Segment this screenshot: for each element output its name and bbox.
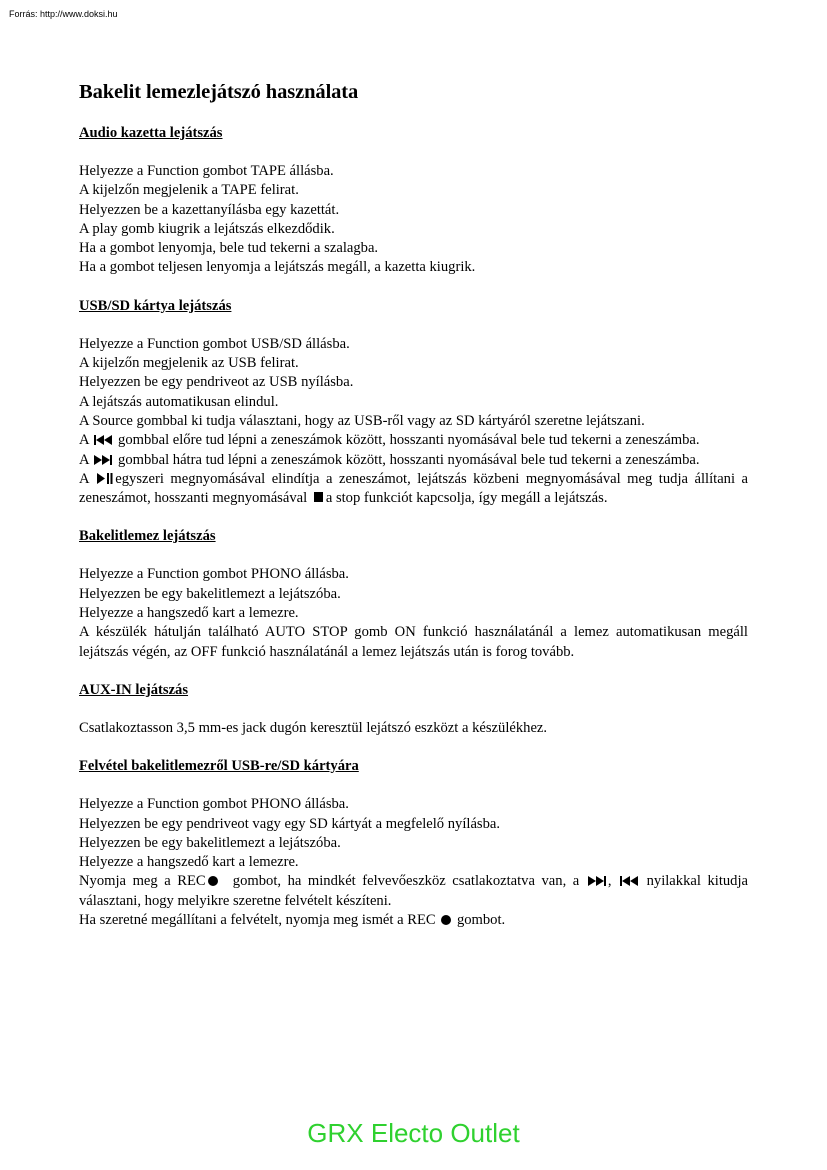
section-heading-record: Felvétel bakelitlemezről USB-re/SD kártyára [79,758,359,775]
usb-play-paragraph: A egyszeri megnyomásával elindítja a zeneszámot, lejátszás közbeni megnyomásával meg tudja állítani a zeneszámot, hosszanti megnyomásával a stop funkciót kapcsolja, így megáll a lejátszás. [79,470,748,507]
section-tape [79,124,748,278]
tape-line: Helyezze a Function gombot TAPE állásba. [79,163,334,179]
tape-line: Ha a gombot teljesen lenyomja a lejátszás megáll, a kazetta kiugrik. [79,259,476,276]
prev-track-icon [94,435,112,445]
section-aux [79,681,748,738]
phono-line: Helyezze a hangszedő kart a lemezre. [79,605,299,622]
record-dot-icon [208,876,218,886]
record-rec-paragraph: Nyomja meg a REC gombot, ha mindkét felvevőeszköz csatlakoztatva van, a , nyilakkal kitudja választani, hogy melyikre szeretne felvételt készíteni. [79,873,749,909]
section-heading-aux: AUX-IN lejátszás [79,681,189,698]
next-track-icon [94,455,112,465]
section-heading-usb: USB/SD kártya lejátszás [79,297,232,314]
tape-line: Helyezzen be a kazettanyílásba egy kazettát. [79,201,340,218]
section-record [79,757,748,930]
tape-line: Ha a gombot lenyomja, bele tud tekerni a szalagba. [79,240,379,257]
usb-prev-paragraph: A gombbal előre tud lépni a zeneszámok között, hosszanti nyomásával bele tud tekerni a zeneszámba. [79,432,700,449]
page-title: Bakelit lemezlejátszó használata [79,81,359,103]
usb-line: A Source gombbal ki tudja választani, hogy az USB-ről vagy az SD kártyáról szeretne lejátszani. [79,412,645,429]
phono-line: Helyezzen be egy bakelitlemezt a lejátszóba. [79,585,341,602]
section-heading-tape: Audio kazetta lejátszás [79,125,223,141]
source-line: Forrás: http://www.doksi.hu [9,9,118,19]
tape-line: A play gomb kiugrik a lejátszás elkezdődik. [79,220,335,237]
record-dot-icon [441,915,451,925]
prev-track-icon [620,876,638,886]
stop-icon [314,492,323,502]
record-line: Helyezze a hangszedő kart a lemezre. [79,854,299,871]
section-usb [79,297,748,509]
usb-line: Helyezzen be egy pendriveot az USB nyílásba. [79,374,354,391]
phono-line: Helyezze a Function gombot PHONO állásba. [79,566,349,583]
record-stop-paragraph: Ha szeretné megállítani a felvételt, nyomja meg ismét a REC gombot. [79,912,506,929]
footer-brand: GRX Electo Outlet [307,1118,520,1148]
next-track-icon [588,876,606,886]
usb-line: A lejátszás automatikusan elindul. [79,393,279,410]
usb-line: A kijelzőn megjelenik az USB felirat. [79,355,299,372]
section-heading-phono: Bakelitlemez lejátszás [79,528,216,545]
usb-line: Helyezze a Function gombot USB/SD állásba. [79,335,350,352]
usb-next-paragraph: A gombbal hátra tud lépni a zeneszámok között, hosszanti nyomásával bele tud tekerni a zeneszámba. [79,451,700,468]
record-line: Helyezzen be egy bakelitlemezt a lejátszóba. [79,834,341,851]
record-line: Helyezzen be egy pendriveot vagy egy SD kártyát a megfelelő nyílásba. [79,815,501,832]
phono-auto-stop: A készülék hátulján található AUTO STOP gomb ON funkció használatánál a lemez automatikusan megáll lejátszás végén, az OFF funkció használatánál a lemez lejátszás után is forog tovább. [79,624,748,660]
document-body [79,78,748,930]
section-phono [79,527,748,661]
tape-line: A kijelzőn megjelenik a TAPE felirat. [79,182,299,199]
record-line: Helyezze a Function gombot PHONO állásba. [79,796,349,813]
aux-line: Csatlakoztasson 3,5 mm-es jack dugón keresztül lejátszó eszközt a készülékhez. [79,719,548,736]
play-pause-icon [97,473,113,484]
